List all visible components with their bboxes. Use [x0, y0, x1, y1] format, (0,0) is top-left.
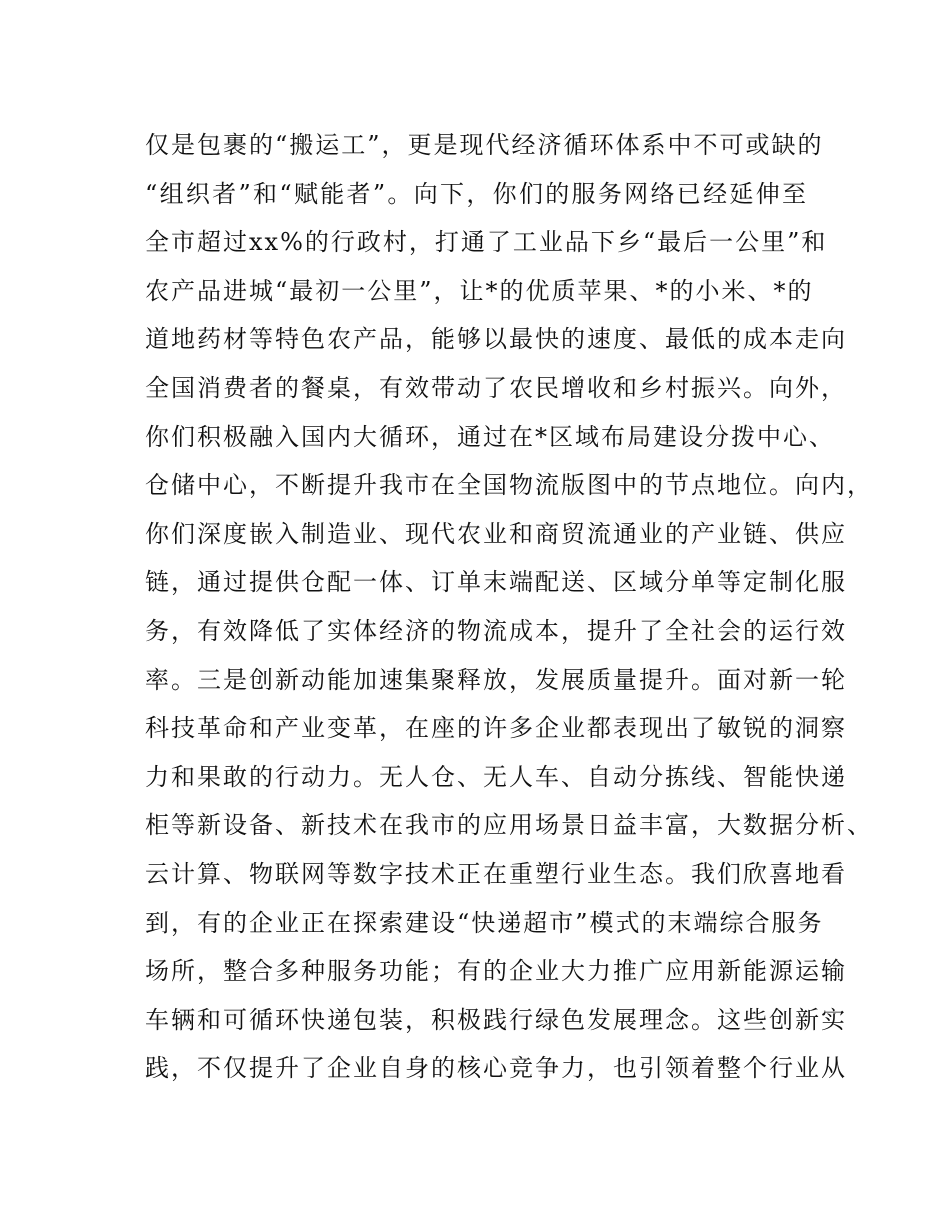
text-line: 全市超过xx%的行政村，打通了工业品下乡“最后一公里”和: [145, 228, 828, 257]
text-line: 率。三是创新动能加速集聚释放，发展质量提升。面对新一轮: [145, 665, 847, 694]
text-line: 科技革命和产业变革，在座的许多企业都表现出了敏锐的洞察: [145, 714, 847, 743]
text-line: 柜等新设备、新技术在我市的应用场景日益丰富，大数据分析、: [145, 811, 873, 840]
text-line: 力和果敢的行动力。无人仓、无人车、自动分拣线、智能快递: [145, 762, 847, 791]
text-line: 到，有的企业正在探索建设“快递超市”模式的末端综合服务: [145, 908, 824, 937]
text-line: 仓储中心，不断提升我市在全国物流版图中的节点地位。向内，: [145, 471, 873, 500]
text-line: 云计算、物联网等数字技术正在重塑行业生态。我们欣喜地看: [145, 859, 847, 888]
body-paragraph: [145, 126, 873, 1098]
text-line: 链，通过提供仓配一体、订单末端配送、区域分单等定制化服: [145, 568, 847, 597]
text-line: 践，不仅提升了企业自身的核心竞争力，也引领着整个行业从: [145, 1054, 847, 1083]
text-line: 道地药材等特色农产品，能够以最快的速度、最低的成本走向: [145, 325, 847, 354]
text-line: 农产品进城“最初一公里”，让*的优质苹果、*的小米、*的: [145, 276, 814, 305]
text-line: 仅是包裹的“搬运工”，更是现代经济循环体系中不可或缺的: [145, 131, 824, 159]
text-line: 场所，整合多种服务功能；有的企业大力推广应用新能源运输: [145, 957, 847, 986]
text-line: 全国消费者的餐桌，有效带动了农民增收和乡村振兴。向外，: [145, 373, 847, 402]
text-line: “组织者”和“赋能者”。向下，你们的服务网络已经延伸至: [145, 179, 808, 208]
text-line: 务，有效降低了实体经济的物流成本，提升了全社会的运行效: [145, 616, 847, 645]
text-line: 车辆和可循环快递包装，积极践行绿色发展理念。这些创新实: [145, 1005, 847, 1034]
text-line: 你们深度嵌入制造业、现代农业和商贸流通业的产业链、供应: [145, 519, 847, 548]
text-line: 你们积极融入国内大循环，通过在*区域布局建设分拨中心、: [145, 422, 835, 451]
